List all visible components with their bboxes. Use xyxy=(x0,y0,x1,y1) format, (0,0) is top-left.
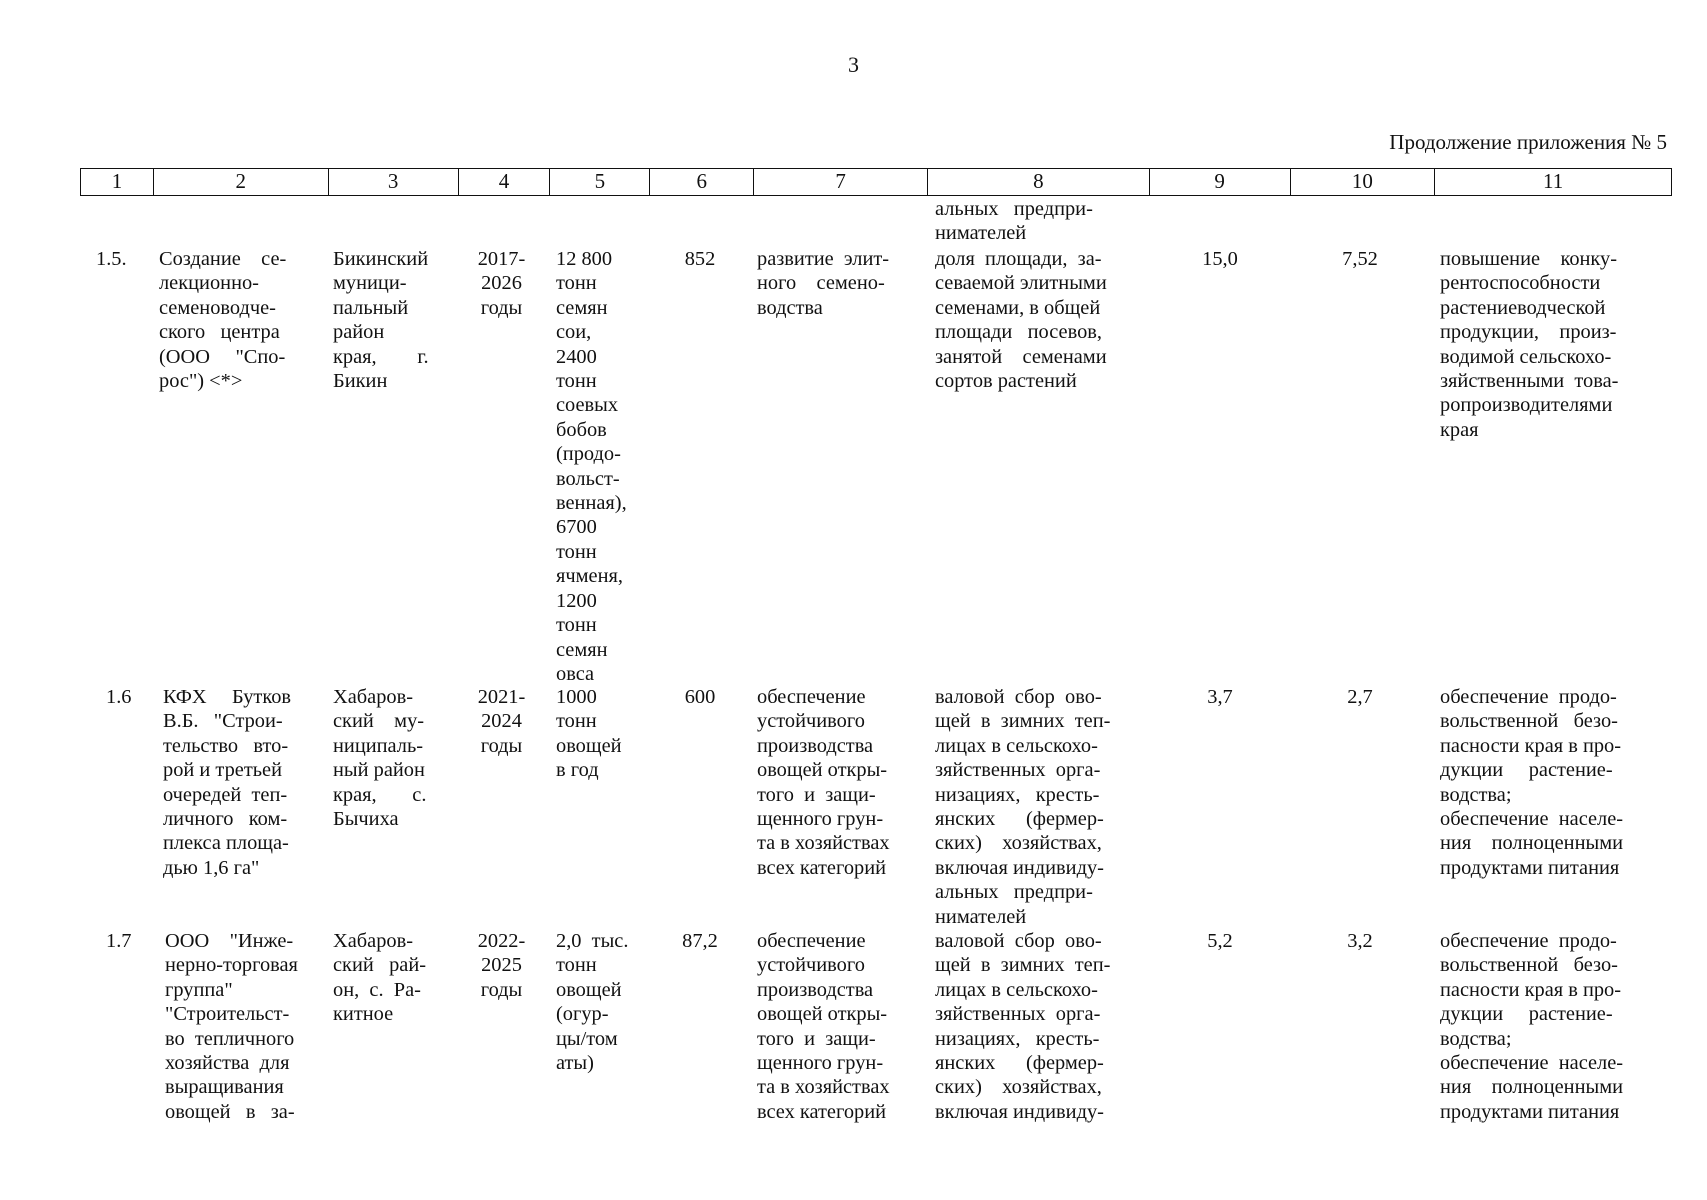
period: 2017- 2026 годы xyxy=(477,248,526,319)
appendix-caption: Продолжение приложения № 5 xyxy=(1389,130,1667,154)
value-col10: 2,7 xyxy=(1347,686,1373,708)
header-col-9: 9 xyxy=(1149,169,1290,195)
header-col-11: 11 xyxy=(1434,169,1671,195)
indicator: валовой сбор ово- щей в зимних теп- лицах в сельскохо- зяйственных орга- низациях, кресть- янских (фермер- ских) хозяйствах, включая индивиду- альных предпри- нимателей xyxy=(935,686,1111,928)
row-number: 1.7 xyxy=(106,930,132,952)
header-col-4: 4 xyxy=(458,169,550,195)
header-col-5: 5 xyxy=(549,169,649,195)
location: Бикинский муници- пальный район края, г. Бикин xyxy=(333,248,429,393)
indicator: доля площади, за- севаемой элитными семенами, в общей площади посевов, занятой семенами сортов растений xyxy=(935,248,1107,393)
value-col10: 3,2 xyxy=(1347,930,1373,952)
header-col-1: 1 xyxy=(111,169,123,193)
project-name: ООО "Инже- нерно-торговая группа" "Строительст- во тепличного хозяйства для выращивания овощей в за- xyxy=(165,930,298,1123)
header-col-8: 8 xyxy=(927,169,1149,195)
goal: обеспечение устойчивого производства овощей откры- того и защи- щенного грун- та в хозяйствах всех категорий xyxy=(757,930,890,1123)
capacity: 2,0 тыс. тонн овощей (огур- цы/том аты) xyxy=(556,930,629,1075)
header-col-6: 6 xyxy=(649,169,753,195)
goal: обеспечение устойчивого производства овощей откры- того и защи- щенного грун- та в хозяйствах всех категорий xyxy=(757,686,890,879)
investment: 87,2 xyxy=(682,930,718,952)
value-col10: 7,52 xyxy=(1342,248,1378,270)
goal: развитие элит- ного семено- водства xyxy=(757,248,890,319)
effect: обеспечение продо- вольственной безо- пасности края в про- дукции растение- водства; обеспечение населе- ния полноценными продуктами питания xyxy=(1440,686,1624,879)
header-col-7: 7 xyxy=(753,169,927,195)
page-number: 3 xyxy=(848,52,859,77)
row-number: 1.5. xyxy=(96,248,127,270)
investment: 852 xyxy=(684,248,716,270)
header-col-3: 3 xyxy=(328,169,458,195)
period: 2021- 2024 годы xyxy=(477,686,526,757)
value-col9: 5,2 xyxy=(1207,930,1233,952)
prev-row-col8-tail: альных предпри- нимателей xyxy=(935,198,1093,245)
header-col-10: 10 xyxy=(1290,169,1435,195)
project-name: Создание се- лекционно- семеноводче- ского центра (ООО "Спо- рос") <*> xyxy=(159,248,287,393)
location: Хабаров- ский му- ниципаль- ный район края, с. Бычиха xyxy=(333,686,427,831)
capacity: 12 800 тонн семян сои, 2400 тонн соевых бобов (продо- вольст- венная), 6700 тонн ячменя, 1200 тонн семян овса xyxy=(556,248,627,685)
row-number: 1.6 xyxy=(106,686,132,708)
project-name: КФХ Бутков В.Б. "Строи- тельство вто- рой и третьей очередей теп- личного ком- плекса площа- дью 1,6 га" xyxy=(163,686,292,879)
period: 2022- 2025 годы xyxy=(477,930,526,1001)
location: Хабаров- ский рай- он, с. Ра- китное xyxy=(333,930,427,1026)
indicator: валовой сбор ово- щей в зимних теп- лицах в сельскохо- зяйственных орга- низациях, кресть- янских (фермер- ских) хозяйствах, включая индивиду- xyxy=(935,930,1111,1123)
investment: 600 xyxy=(684,686,716,708)
capacity: 1000 тонн овощей в год xyxy=(556,686,622,782)
value-col9: 3,7 xyxy=(1207,686,1233,708)
effect: повышение конку- рентоспособности растениеводческой продукции, произ- водимой сельскохо- зяйственными това- ропроизводителями края xyxy=(1440,248,1619,441)
value-col9: 15,0 xyxy=(1202,248,1238,270)
header-col-2: 2 xyxy=(153,169,328,195)
table-header-row xyxy=(80,168,1672,196)
effect: обеспечение продо- вольственной безо- пасности края в про- дукции растение- водства; обеспечение населе- ния полноценными продуктами питания xyxy=(1440,930,1624,1123)
